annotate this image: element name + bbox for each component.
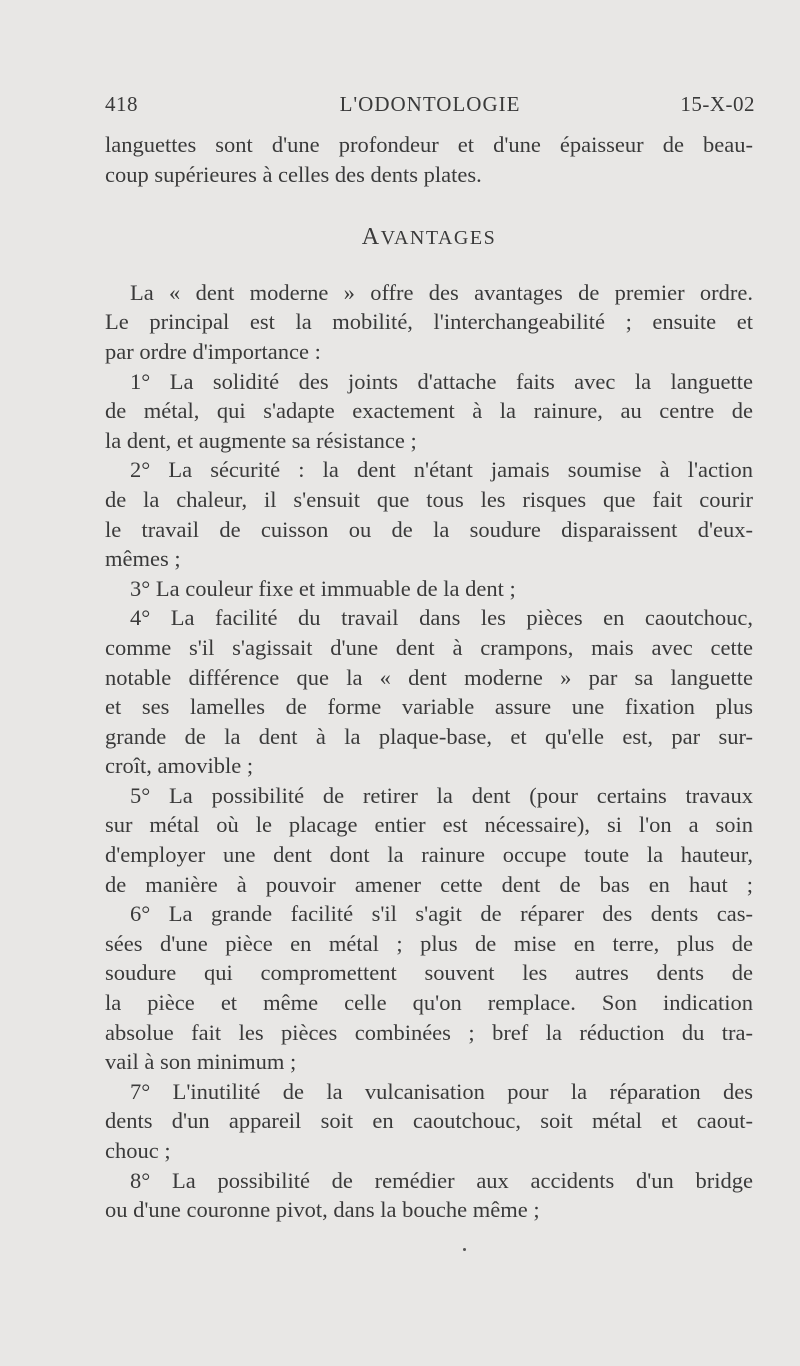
text-line: grande de la dent à la plaque-base, et qu'elle est, par sur- — [105, 723, 753, 749]
section-heading-initial: A — [361, 224, 381, 251]
text-line: sur métal où le placage entier est nécessaire), si l'on a soin — [105, 812, 753, 838]
text-line: La « dent moderne » offre des avantages de premier ordre. — [130, 279, 753, 305]
text-line: comme s'il s'agissait d'une dent à crampons, mais avec cette — [105, 634, 753, 660]
issue-date: 15-X-02 — [680, 92, 755, 116]
text-line: croît, amovible ; — [105, 753, 254, 779]
text-line: absolue fait les pièces combinées ; bref la réduction du tra- — [105, 1019, 753, 1045]
page-body — [105, 130, 753, 1225]
text-line: 5° La possibilité de retirer la dent (pour certains travaux — [130, 782, 753, 808]
text-line: notable différence que la « dent moderne » par sa languette — [105, 664, 753, 690]
text-line: 2° La sécurité : la dent n'étant jamais soumise à l'action — [130, 457, 753, 483]
text-line: de métal, qui s'adapte exactement à la rainure, au centre de — [105, 398, 753, 424]
text-line: de manière à pouvoir amener cette dent de bas en haut ; — [105, 871, 753, 897]
text-line: coup supérieures à celles des dents plates. — [105, 161, 482, 187]
text-line: par ordre d'importance : — [105, 338, 321, 364]
text-line: 6° La grande facilité s'il s'agit de réparer des dents cas- — [130, 901, 753, 927]
journal-title: L'ODONTOLOGIE — [339, 92, 521, 116]
text-line: 7° L'inutilité de la vulcanisation pour la réparation des — [130, 1078, 753, 1104]
text-line: d'employer une dent dont la rainure occupe toute la hauteur, — [105, 842, 753, 868]
page-number: 418 — [105, 92, 138, 116]
text-line: chouc ; — [105, 1138, 171, 1163]
print-speck — [463, 1248, 466, 1251]
text-line: la dent, et augmente sa résistance ; — [105, 427, 417, 453]
text-line: 3° La couleur fixe et immuable de la dent ; — [130, 575, 516, 601]
text-line: ou d'une couronne pivot, dans la bouche même ; — [105, 1197, 540, 1223]
text-line: sées d'une pièce en métal ; plus de mise en terre, plus de — [105, 930, 753, 956]
section-heading-rest: VANTAGES — [380, 227, 497, 250]
text-line: Le principal est la mobilité, l'interchangeabilité ; ensuite et — [105, 309, 753, 335]
text-line: et ses lamelles de forme variable assure une fixation plus — [105, 694, 753, 720]
text-line: 1° La solidité des joints d'attache faits avec la languette — [130, 368, 753, 394]
section-heading — [105, 223, 753, 253]
text-line: de la chaleur, il s'ensuit que tous les risques que fait courir — [105, 486, 753, 512]
text-line: 4° La facilité du travail dans les pièces en caoutchouc, — [130, 605, 753, 631]
text-line: languettes sont d'une profondeur et d'une épaisseur de beau- — [105, 132, 753, 157]
text-line: soudure qui compromettent souvent les autres dents de — [105, 960, 753, 986]
text-line: mêmes ; — [105, 546, 181, 572]
text-line: 8° La possibilité de remédier aux accidents d'un bridge — [130, 1167, 753, 1193]
text-line: vail à son minimum ; — [105, 1049, 297, 1075]
running-header — [105, 92, 755, 122]
text-line: la pièce et même celle qu'on remplace. Son indication — [105, 990, 753, 1016]
text-line: dents d'un appareil soit en caoutchouc, soit métal et caout- — [105, 1108, 753, 1134]
text-line: le travail de cuisson ou de la soudure disparaissent d'eux- — [105, 516, 753, 542]
